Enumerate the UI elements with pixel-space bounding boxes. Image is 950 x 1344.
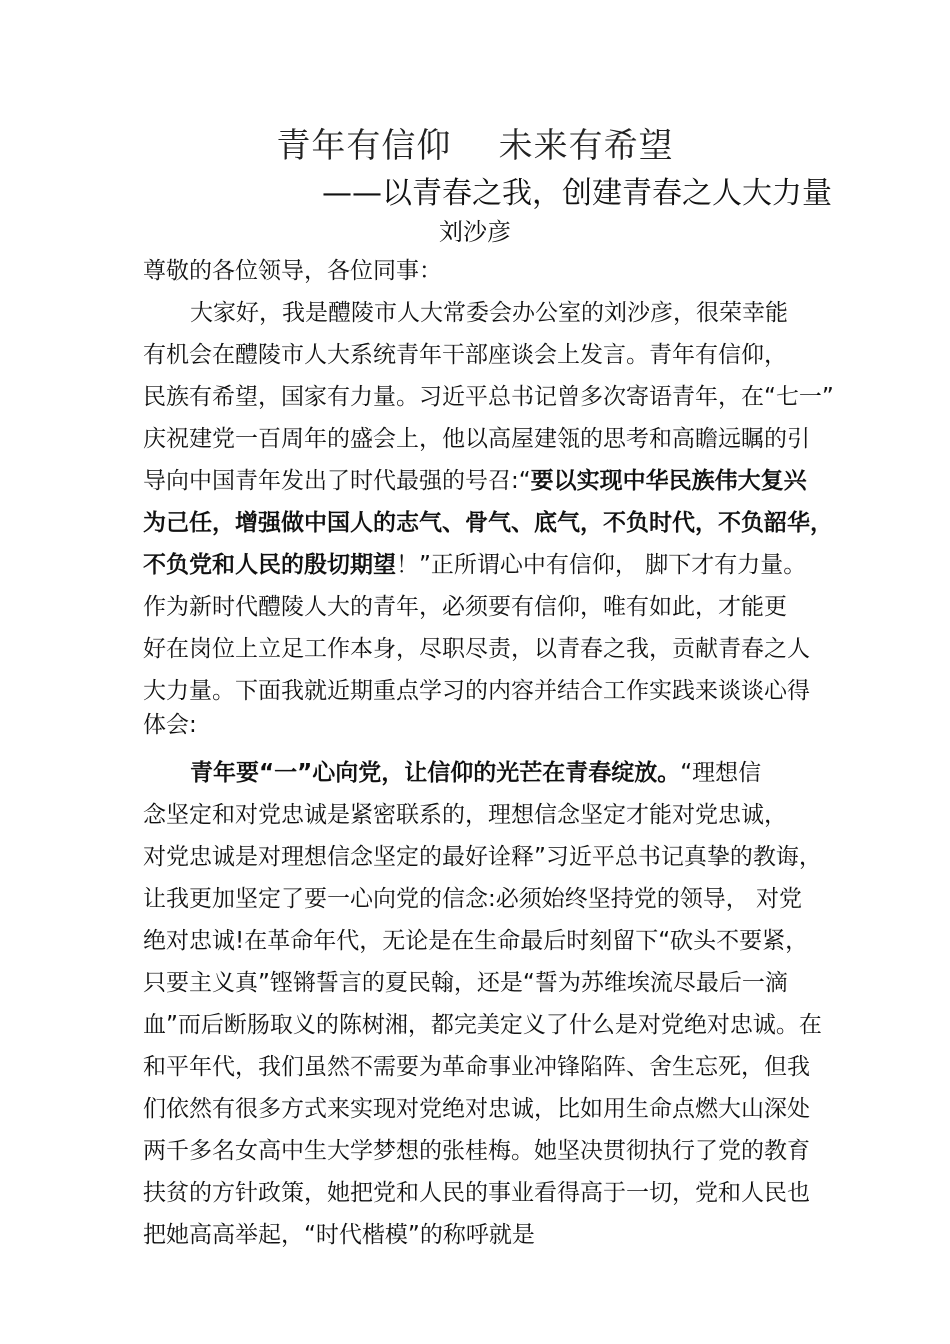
body-text: ！”正所谓心中有信仰， 脚下才有力量。 [396,552,807,578]
quote-emphasis: 不负党和人民的殷切期望 [143,552,396,578]
body-line: 只要主义真”铿锵誓言的夏民翰，还是“誓为苏维埃流尽最后一滴 [143,970,788,996]
body-line: 两千多名女高中生大学梦想的张桂梅。她坚决贯彻执行了党的教育 [143,1138,810,1164]
body-line: 大家好，我是醴陵市人大常委会办公室的刘沙彦，很荣幸能 [190,300,788,326]
document-title: 青年有信仰 未来有希望 [276,126,674,166]
body-text: “理想信 [680,760,762,786]
quote-emphasis: 要以实现中华民族伟大复兴 [530,468,807,494]
body-line: 扶贫的方针政策，她把党和人民的事业看得高于一切，党和人民也 [143,1180,810,1206]
body-line [143,550,806,580]
body-line: 把她高高举起，“时代楷模”的称呼就是 [143,1222,535,1248]
body-line: 好在岗位上立足工作本身，尽职尽责，以青春之我，贡献青春之人 [143,636,810,662]
body-line: 庆祝建党一百周年的盛会上，他以高屋建瓴的思考和高瞻远瞩的引 [143,426,810,452]
author-name: 刘沙彦 [439,218,511,246]
body-line: 作为新时代醴陵人大的青年，必须要有信仰，唯有如此，才能更 [143,594,787,620]
body-line: 们依然有很多方式来实现对党绝对忠诚，比如用生命点燃大山深处 [143,1096,810,1122]
body-line: 让我更加坚定了要一心向党的信念:必须始终坚持党的领导， 对党 [143,886,803,912]
salutation: 尊敬的各位领导，各位同事： [143,258,442,284]
body-line: 绝对忠诚!在革命年代，无论是在生命最后时刻留下“砍头不要紧， [143,928,809,954]
body-line: 对党忠诚是对理想信念坚定的最好诠释”习近平总书记真挚的教诲， [143,844,822,870]
body-line: 有机会在醴陵市人大系统青年干部座谈会上发言。青年有信仰， [143,342,787,368]
body-line [190,758,761,788]
body-line: 念坚定和对党忠诚是紧密联系的，理想信念坚定才能对党忠诚， [143,802,787,828]
body-line: 大力量。下面我就近期重点学习的内容并结合工作实践来谈谈心得 [143,678,810,704]
body-line [143,466,807,496]
body-line: 和平年代，我们虽然不需要为革命事业冲锋陷阵、舍生忘死，但我 [143,1054,810,1080]
section-heading: 青年要“一”心向党，让信仰的光芒在青春绽放。 [190,760,681,786]
body-text: 导向中国青年发出了时代最强的号召:“ [143,468,531,494]
quote-emphasis-line: 为己任，增强做中国人的志气、骨气、底气，不负时代，不负韶华， [143,510,833,536]
document-subtitle: ——以青春之我，创建青春之人大力量 [322,176,832,211]
body-line: 民族有希望，国家有力量。习近平总书记曾多次寄语青年，在“七一” [143,384,834,410]
body-line: 血”而后断肠取义的陈树湘，都完美定义了什么是对党绝对忠诚。在 [143,1012,822,1038]
body-line: 体会: [143,712,197,738]
